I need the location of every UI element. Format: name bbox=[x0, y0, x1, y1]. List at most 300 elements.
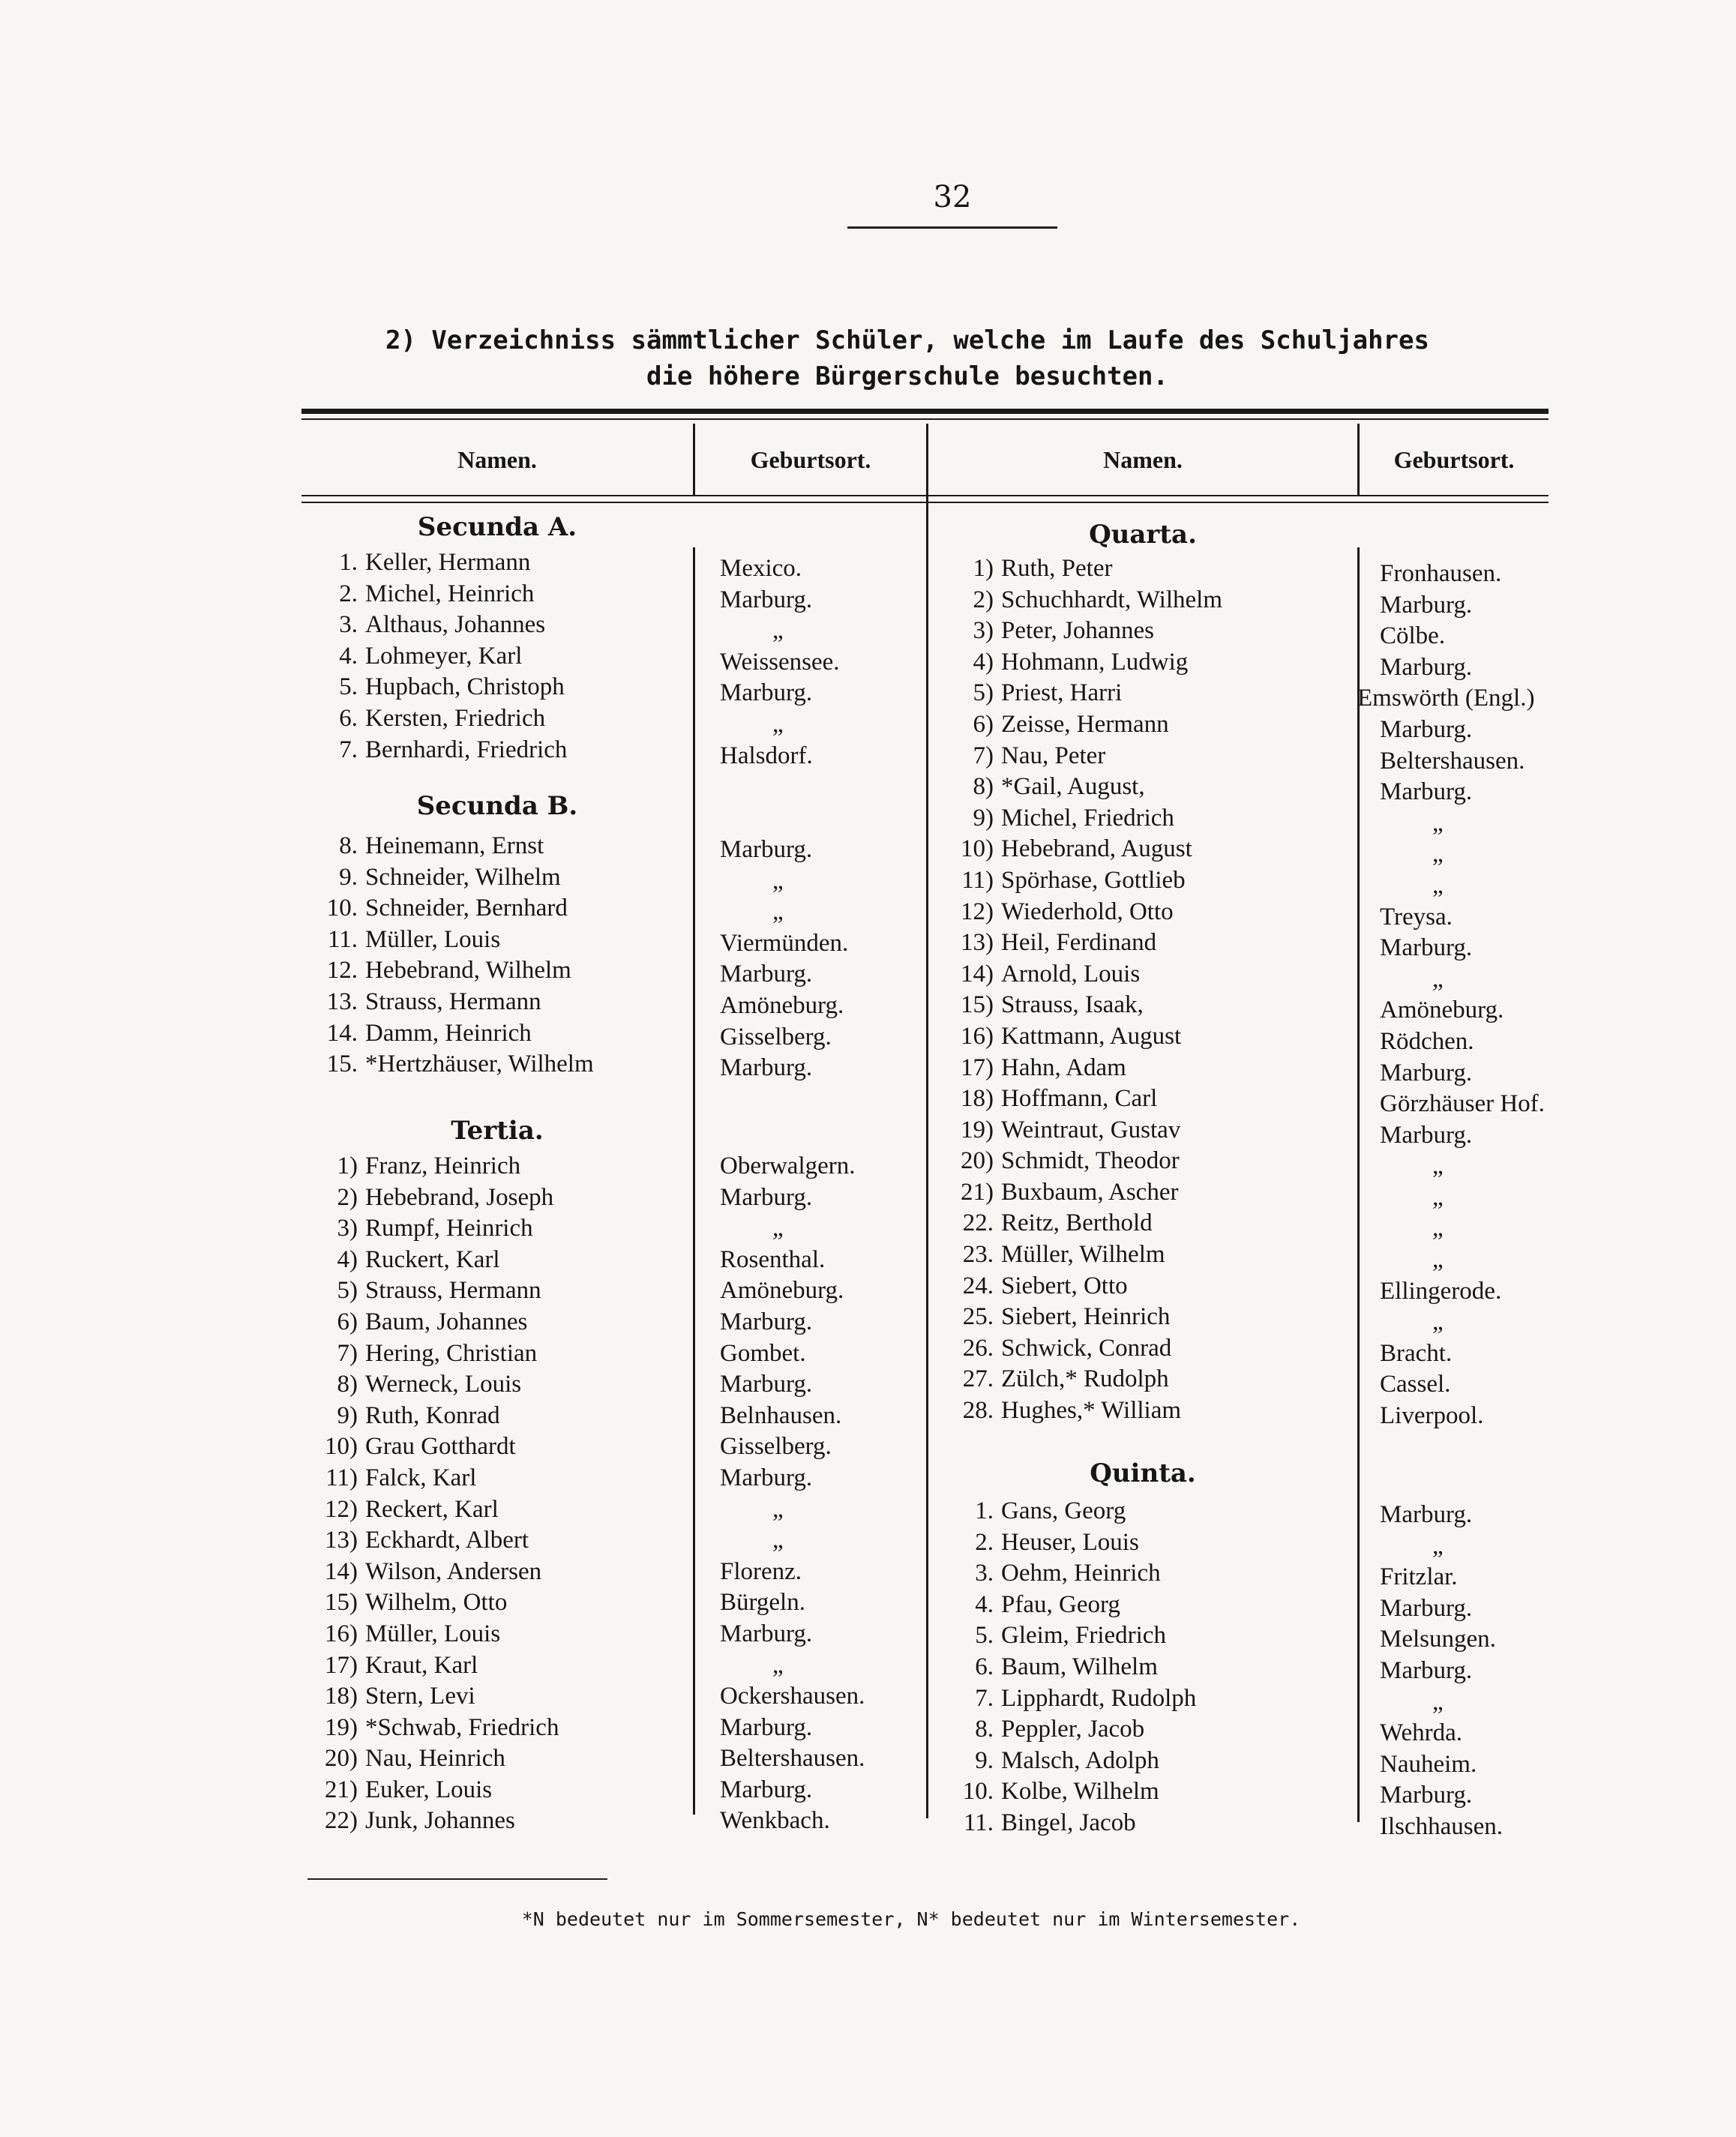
entry-number: 5. bbox=[975, 1622, 994, 1650]
entry-number: 1. bbox=[975, 1497, 994, 1524]
place-cell: Amöneburg. bbox=[720, 1277, 844, 1305]
entry-number: 6. bbox=[975, 1653, 994, 1680]
entry-number: 2) bbox=[337, 1183, 358, 1211]
entry-name: Schuchhardt, Wilhelm bbox=[1001, 586, 1223, 613]
entry-number: 12) bbox=[961, 898, 994, 925]
entry-number: 8) bbox=[337, 1371, 358, 1398]
entry-name: Keller, Hermann bbox=[365, 549, 531, 576]
entry-number: 11) bbox=[961, 866, 994, 894]
entry-name: Weintraut, Gustav bbox=[1001, 1116, 1181, 1143]
entry-name: Hoffmann, Carl bbox=[1001, 1085, 1158, 1113]
entry-number: 22) bbox=[325, 1807, 358, 1835]
list-item bbox=[937, 616, 1357, 647]
entry-number: 6) bbox=[973, 710, 994, 738]
entry-name: *Hertzhäuser, Wilhelm bbox=[365, 1051, 594, 1078]
entry-name: Malsch, Adolph bbox=[1001, 1746, 1159, 1774]
place-cell: Görzhäuser Hof. bbox=[1380, 1090, 1545, 1118]
entry-name: Ruckert, Karl bbox=[365, 1245, 500, 1273]
place-cell: „ bbox=[772, 867, 784, 895]
entry-number: 26. bbox=[962, 1334, 994, 1362]
entry-number: 3. bbox=[339, 611, 358, 639]
list-item bbox=[301, 1587, 691, 1619]
entry-name: Strauss, Hermann bbox=[365, 988, 541, 1015]
list-item bbox=[301, 1743, 691, 1775]
list-item bbox=[937, 1714, 1357, 1746]
list-item bbox=[301, 1151, 691, 1182]
entry-number: 7. bbox=[339, 736, 358, 763]
list-item bbox=[937, 1364, 1357, 1395]
entry-number: 14. bbox=[326, 1019, 358, 1047]
list-item bbox=[937, 834, 1357, 865]
entry-name: Strauss, Hermann bbox=[365, 1277, 541, 1305]
list-item bbox=[301, 547, 691, 579]
place-cell: „ bbox=[772, 1651, 784, 1679]
entry-name: Bingel, Jacob bbox=[1001, 1809, 1136, 1836]
list-item bbox=[937, 1652, 1357, 1683]
list-item bbox=[301, 893, 691, 925]
entry-number: 9) bbox=[973, 804, 994, 832]
list-item bbox=[301, 1338, 691, 1370]
quarta-place-list bbox=[1357, 559, 1545, 1432]
place-cell: Cölbe. bbox=[1380, 622, 1446, 650]
entry-number: 25. bbox=[962, 1303, 994, 1331]
place-cell: Marburg. bbox=[1380, 1059, 1473, 1086]
section-title-quarta: Quarta. bbox=[1089, 520, 1197, 550]
place-cell: „ bbox=[1432, 1152, 1444, 1180]
place-cell: Liverpool. bbox=[1380, 1402, 1484, 1430]
list-item bbox=[937, 1620, 1357, 1652]
list-item bbox=[301, 1431, 691, 1463]
list-item bbox=[937, 709, 1357, 741]
entry-number: 10. bbox=[326, 895, 358, 922]
tertia-name-list bbox=[301, 1151, 691, 1837]
entry-name: Hebebrand, Wilhelm bbox=[365, 957, 571, 985]
place-cell: Amöneburg. bbox=[1380, 997, 1504, 1024]
place-cell: Viermünden. bbox=[720, 929, 849, 957]
place-cell: Marburg. bbox=[720, 1054, 813, 1082]
entry-name: Werneck, Louis bbox=[365, 1371, 522, 1398]
place-cell: Marburg. bbox=[720, 1464, 813, 1491]
list-item bbox=[937, 865, 1357, 897]
col-header-geburtsort-left: Geburtsort. bbox=[750, 446, 871, 473]
place-cell: Weissensee. bbox=[720, 648, 840, 676]
place-cell: Marburg. bbox=[720, 1308, 813, 1335]
place-cell: Marburg. bbox=[1380, 715, 1473, 743]
entry-name: Reckert, Karl bbox=[365, 1495, 499, 1523]
place-cell: Marburg. bbox=[1380, 591, 1473, 619]
list-item bbox=[937, 1683, 1357, 1715]
entry-number: 10) bbox=[325, 1433, 358, 1461]
list-item bbox=[301, 1275, 691, 1307]
list-item bbox=[937, 1021, 1357, 1053]
entry-name: Buxbaum, Ascher bbox=[1001, 1178, 1179, 1206]
list-item bbox=[301, 831, 691, 862]
entry-name: *Schwab, Friedrich bbox=[365, 1713, 559, 1741]
quinta-name-list bbox=[937, 1496, 1357, 1839]
place-cell: Marburg. bbox=[1380, 934, 1473, 962]
entry-name: Hughes,* William bbox=[1001, 1397, 1182, 1425]
entry-number: 16) bbox=[961, 1022, 994, 1050]
entry-number: 12. bbox=[326, 957, 358, 985]
header-bottom-rule-2 bbox=[301, 502, 1549, 503]
col-divider-1-body-b bbox=[693, 1140, 695, 1815]
place-cell: Marburg. bbox=[720, 836, 813, 863]
list-item bbox=[937, 1776, 1357, 1808]
entry-name: Nau, Peter bbox=[1001, 742, 1106, 769]
entry-number: 28. bbox=[962, 1397, 994, 1425]
document-heading bbox=[300, 322, 1515, 394]
entry-name: Lohmeyer, Karl bbox=[365, 642, 523, 670]
entry-name: Müller, Louis bbox=[365, 925, 501, 953]
entry-name: Siebert, Heinrich bbox=[1001, 1303, 1171, 1331]
entry-number: 15) bbox=[961, 991, 994, 1019]
place-cell: Mexico. bbox=[720, 555, 802, 582]
entry-number: 9) bbox=[337, 1401, 358, 1429]
entry-number: 13. bbox=[326, 988, 358, 1015]
entry-name: Hahn, Adam bbox=[1001, 1054, 1126, 1081]
place-cell: „ bbox=[1432, 809, 1444, 837]
entry-name: Spörhase, Gottlieb bbox=[1001, 866, 1186, 894]
entry-name: Heuser, Louis bbox=[1001, 1528, 1139, 1556]
quinta-place-list bbox=[1380, 1500, 1503, 1843]
entry-name: Grau Gotthardt bbox=[365, 1433, 516, 1461]
place-cell: „ bbox=[772, 1527, 784, 1554]
place-cell: Marburg. bbox=[1380, 1121, 1473, 1149]
list-item bbox=[301, 703, 691, 735]
entry-name: Rumpf, Heinrich bbox=[365, 1215, 533, 1242]
entry-number: 5) bbox=[973, 679, 994, 707]
place-cell: Belnhausen. bbox=[720, 1401, 842, 1429]
list-item bbox=[301, 1775, 691, 1806]
list-item bbox=[301, 1245, 691, 1276]
entry-name: Schneider, Wilhelm bbox=[365, 863, 561, 891]
entry-name: Lipphardt, Rudolph bbox=[1001, 1684, 1197, 1712]
entry-name: Ruth, Peter bbox=[1001, 555, 1113, 582]
entry-number: 27. bbox=[962, 1365, 994, 1393]
place-cell: „ bbox=[1432, 1532, 1444, 1560]
list-item bbox=[937, 1808, 1357, 1839]
entry-number: 18) bbox=[961, 1085, 994, 1113]
secunda-a-place-list bbox=[720, 553, 840, 772]
entry-name: Gans, Georg bbox=[1001, 1497, 1126, 1524]
entry-number: 14) bbox=[325, 1557, 358, 1585]
place-cell: „ bbox=[1432, 1688, 1444, 1716]
entry-name: Michel, Friedrich bbox=[1001, 804, 1174, 832]
entry-name: Siebert, Otto bbox=[1001, 1272, 1128, 1299]
list-item bbox=[937, 1115, 1357, 1146]
entry-name: Althaus, Johannes bbox=[365, 611, 546, 639]
place-cell: Halsdorf. bbox=[720, 742, 813, 769]
place-cell: Gisselberg. bbox=[720, 1433, 832, 1461]
footnote: *N bedeutet nur im Sommersemester, N* bedeutet nur im Wintersemester. bbox=[521, 1908, 1301, 1930]
entry-name: Schwick, Conrad bbox=[1001, 1334, 1172, 1362]
entry-name: Heinemann, Ernst bbox=[365, 832, 544, 859]
entry-name: Strauss, Isaak, bbox=[1001, 991, 1144, 1019]
list-item bbox=[937, 1083, 1357, 1115]
entry-number: 4) bbox=[973, 648, 994, 676]
place-cell: „ bbox=[772, 710, 784, 738]
place-cell: Fritzlar. bbox=[1380, 1563, 1458, 1591]
place-cell: Beltershausen. bbox=[1380, 747, 1525, 775]
place-cell: „ bbox=[1432, 965, 1444, 993]
place-cell: Rödchen. bbox=[1380, 1027, 1474, 1055]
entry-number: 3) bbox=[973, 617, 994, 645]
entry-name: Müller, Louis bbox=[365, 1620, 501, 1647]
place-cell: Wenkbach. bbox=[720, 1807, 830, 1835]
list-item bbox=[301, 1401, 691, 1432]
place-cell: Beltershausen. bbox=[720, 1745, 865, 1773]
place-cell: „ bbox=[772, 1215, 784, 1242]
place-cell: Oberwalgern. bbox=[720, 1152, 856, 1179]
list-item bbox=[937, 928, 1357, 959]
entry-name: Reitz, Berthold bbox=[1001, 1209, 1153, 1237]
list-item bbox=[937, 647, 1357, 679]
entry-name: Peppler, Jacob bbox=[1001, 1716, 1145, 1743]
col-header-namen-right: Namen. bbox=[1103, 446, 1183, 473]
section-title-tertia: Tertia. bbox=[451, 1116, 544, 1146]
entry-number: 13) bbox=[325, 1527, 358, 1554]
place-cell: Marburg. bbox=[1380, 1501, 1473, 1528]
entry-number: 1) bbox=[973, 555, 994, 582]
heading-line-1: 2) Verzeichniss sämmtlicher Schüler, welche im Laufe des Schuljahres bbox=[385, 325, 1429, 355]
list-item bbox=[301, 1213, 691, 1245]
entry-name: Baum, Johannes bbox=[365, 1308, 528, 1335]
place-cell: „ bbox=[772, 617, 784, 645]
entry-number: 8. bbox=[975, 1716, 994, 1743]
entry-name: Hering, Christian bbox=[365, 1339, 538, 1367]
entry-name: Bernhardi, Friedrich bbox=[365, 736, 568, 763]
entry-number: 23. bbox=[962, 1241, 994, 1269]
entry-name: Müller, Wilhelm bbox=[1001, 1241, 1165, 1269]
list-item bbox=[301, 1018, 691, 1050]
list-item bbox=[937, 585, 1357, 616]
entry-number: 20) bbox=[325, 1745, 358, 1773]
table-top-rule-thin bbox=[301, 418, 1549, 420]
list-item bbox=[301, 987, 691, 1018]
entry-number: 3) bbox=[337, 1215, 358, 1242]
entry-name: Eckhardt, Albert bbox=[365, 1527, 529, 1554]
list-item bbox=[937, 1746, 1357, 1777]
place-cell: Wehrda. bbox=[1380, 1719, 1463, 1747]
section-title-secunda-a: Secunda A. bbox=[417, 512, 577, 542]
list-item bbox=[301, 1463, 691, 1494]
section-title-quinta: Quinta. bbox=[1090, 1458, 1196, 1488]
entry-number: 5. bbox=[339, 673, 358, 701]
entry-name: Kattmann, August bbox=[1001, 1022, 1182, 1050]
place-cell: Nauheim. bbox=[1380, 1750, 1477, 1778]
list-item bbox=[937, 1558, 1357, 1590]
entry-name: Kersten, Friedrich bbox=[365, 704, 546, 732]
list-item bbox=[937, 1239, 1357, 1271]
list-item bbox=[937, 803, 1357, 835]
list-item bbox=[301, 862, 691, 894]
entry-number: 24. bbox=[962, 1272, 994, 1299]
page-number: 32 bbox=[933, 180, 972, 214]
list-item bbox=[937, 1496, 1357, 1527]
place-cell: „ bbox=[772, 1495, 784, 1523]
list-item bbox=[937, 678, 1357, 709]
entry-number: 18) bbox=[325, 1683, 358, 1710]
heading-line-2: die höhere Bürgerschule besuchten. bbox=[646, 361, 1168, 391]
entry-number: 8. bbox=[339, 832, 358, 859]
list-item bbox=[301, 735, 691, 766]
place-cell: Marburg. bbox=[720, 1713, 813, 1741]
entry-number: 17) bbox=[325, 1651, 358, 1679]
place-cell: Marburg. bbox=[720, 1776, 813, 1803]
place-cell: Marburg. bbox=[1380, 1594, 1473, 1622]
entry-name: Hebebrand, Joseph bbox=[365, 1183, 554, 1211]
place-cell: Marburg. bbox=[1380, 1782, 1473, 1809]
entry-name: Nau, Heinrich bbox=[365, 1745, 505, 1773]
place-cell: Gisselberg. bbox=[720, 1023, 832, 1051]
place-cell: Marburg. bbox=[720, 1620, 813, 1647]
list-item bbox=[937, 990, 1357, 1021]
entry-name: *Gail, August, bbox=[1001, 773, 1145, 801]
list-item bbox=[937, 1146, 1357, 1177]
place-cell: Ockershausen. bbox=[720, 1683, 865, 1710]
list-item bbox=[937, 772, 1357, 803]
list-item bbox=[301, 1494, 691, 1526]
entry-name: Wiederhold, Otto bbox=[1001, 898, 1174, 925]
place-cell: „ bbox=[1432, 871, 1444, 899]
place-cell: Rosenthal. bbox=[720, 1245, 826, 1273]
place-cell: Gombet. bbox=[720, 1339, 806, 1367]
entry-name: Euker, Louis bbox=[365, 1776, 493, 1803]
entry-number: 11) bbox=[325, 1464, 358, 1491]
section-title-secunda-b: Secunda B. bbox=[416, 791, 578, 821]
entry-number: 17) bbox=[961, 1054, 994, 1081]
col-header-geburtsort-right: Geburtsort. bbox=[1393, 446, 1515, 473]
entry-name: Gleim, Friedrich bbox=[1001, 1622, 1166, 1650]
entry-number: 11. bbox=[327, 925, 358, 953]
entry-number: 19) bbox=[961, 1116, 994, 1143]
entry-number: 14) bbox=[961, 960, 994, 988]
list-item bbox=[301, 1681, 691, 1713]
entry-name: Wilhelm, Otto bbox=[365, 1589, 508, 1617]
entry-name: Schneider, Bernhard bbox=[365, 895, 568, 922]
tertia-place-list bbox=[720, 1151, 865, 1837]
list-item bbox=[301, 1182, 691, 1214]
list-item bbox=[301, 1557, 691, 1588]
place-cell: „ bbox=[772, 898, 784, 926]
list-item bbox=[937, 959, 1357, 991]
list-item bbox=[937, 1053, 1357, 1084]
entry-name: Michel, Heinrich bbox=[365, 580, 535, 607]
entry-number: 6. bbox=[339, 704, 358, 732]
place-cell: „ bbox=[1432, 841, 1444, 868]
entry-name: Stern, Levi bbox=[365, 1683, 475, 1710]
place-cell: „ bbox=[1432, 1308, 1444, 1336]
quarta-name-list bbox=[937, 553, 1357, 1427]
list-item bbox=[301, 925, 691, 956]
entry-number: 2. bbox=[339, 580, 358, 607]
entry-number: 9. bbox=[975, 1746, 994, 1774]
entry-name: Pfau, Georg bbox=[1001, 1590, 1120, 1618]
place-cell: Ellingerode. bbox=[1380, 1277, 1502, 1305]
entry-name: Oehm, Heinrich bbox=[1001, 1560, 1161, 1587]
entry-number: 4. bbox=[339, 642, 358, 670]
col-divider-3-body bbox=[1357, 547, 1360, 1822]
list-item bbox=[301, 1525, 691, 1557]
entry-number: 2. bbox=[975, 1528, 994, 1556]
entry-name: Kolbe, Wilhelm bbox=[1001, 1778, 1159, 1806]
entry-name: Wilson, Andersen bbox=[365, 1557, 542, 1585]
entry-number: 1. bbox=[339, 549, 358, 576]
place-cell: Florenz. bbox=[720, 1557, 802, 1585]
place-cell: Cassel. bbox=[1380, 1371, 1451, 1398]
entry-name: Ruth, Konrad bbox=[365, 1401, 500, 1429]
list-item bbox=[937, 553, 1357, 585]
entry-name: Baum, Wilhelm bbox=[1001, 1653, 1158, 1680]
list-item bbox=[301, 955, 691, 987]
entry-number: 12) bbox=[325, 1495, 358, 1523]
entry-number: 10. bbox=[962, 1778, 994, 1806]
place-cell: „ bbox=[1432, 1183, 1444, 1211]
list-item bbox=[937, 741, 1357, 772]
secunda-b-place-list bbox=[720, 835, 848, 1084]
place-cell: Marburg. bbox=[720, 1371, 813, 1398]
list-item bbox=[937, 1527, 1357, 1559]
entry-name: Arnold, Louis bbox=[1001, 960, 1141, 988]
footnote-rule bbox=[307, 1878, 607, 1880]
list-item bbox=[937, 1271, 1357, 1302]
place-cell: Marburg. bbox=[720, 586, 813, 613]
entry-number: 4. bbox=[975, 1590, 994, 1618]
entry-number: 22. bbox=[962, 1209, 994, 1237]
list-item bbox=[301, 641, 691, 673]
entry-name: Priest, Harri bbox=[1001, 679, 1123, 707]
entry-number: 3. bbox=[975, 1560, 994, 1587]
list-item bbox=[937, 897, 1357, 928]
list-item bbox=[301, 1049, 691, 1080]
entry-number: 1) bbox=[337, 1152, 358, 1179]
col-header-namen-left: Namen. bbox=[457, 446, 537, 473]
entry-number: 20) bbox=[961, 1147, 994, 1175]
entry-name: Zülch,* Rudolph bbox=[1001, 1365, 1169, 1393]
list-item bbox=[301, 672, 691, 703]
place-cell: Marburg. bbox=[1380, 778, 1473, 806]
entry-number: 6) bbox=[337, 1308, 358, 1335]
place-cell: Fronhausen. bbox=[1380, 560, 1502, 587]
entry-number: 15. bbox=[326, 1051, 358, 1078]
entry-number: 21) bbox=[325, 1776, 358, 1803]
list-item bbox=[301, 1307, 691, 1338]
entry-number: 5) bbox=[337, 1277, 358, 1305]
place-cell: Marburg. bbox=[720, 961, 813, 988]
entry-number: 7) bbox=[973, 742, 994, 769]
place-cell: Marburg. bbox=[720, 1183, 813, 1211]
list-item bbox=[937, 1302, 1357, 1333]
list-item bbox=[301, 610, 691, 641]
entry-name: Hupbach, Christoph bbox=[365, 673, 565, 701]
entry-number: 13) bbox=[961, 929, 994, 957]
list-item bbox=[937, 1395, 1357, 1427]
list-item bbox=[937, 1208, 1357, 1239]
list-item bbox=[301, 1806, 691, 1837]
place-cell: Emswörth (Engl.) bbox=[1357, 685, 1535, 712]
entry-name: Hebebrand, August bbox=[1001, 835, 1192, 863]
entry-name: Hohmann, Ludwig bbox=[1001, 648, 1189, 676]
list-item bbox=[937, 1333, 1357, 1365]
entry-number: 7. bbox=[975, 1684, 994, 1712]
page-number-rule bbox=[847, 226, 1057, 229]
entry-number: 19) bbox=[325, 1713, 358, 1741]
entry-name: Junk, Johannes bbox=[365, 1807, 515, 1835]
place-cell: Bürgeln. bbox=[720, 1589, 805, 1617]
entry-number: 15) bbox=[325, 1589, 358, 1617]
entry-name: Heil, Ferdinand bbox=[1001, 929, 1157, 957]
place-cell: Marburg. bbox=[1380, 1656, 1473, 1684]
